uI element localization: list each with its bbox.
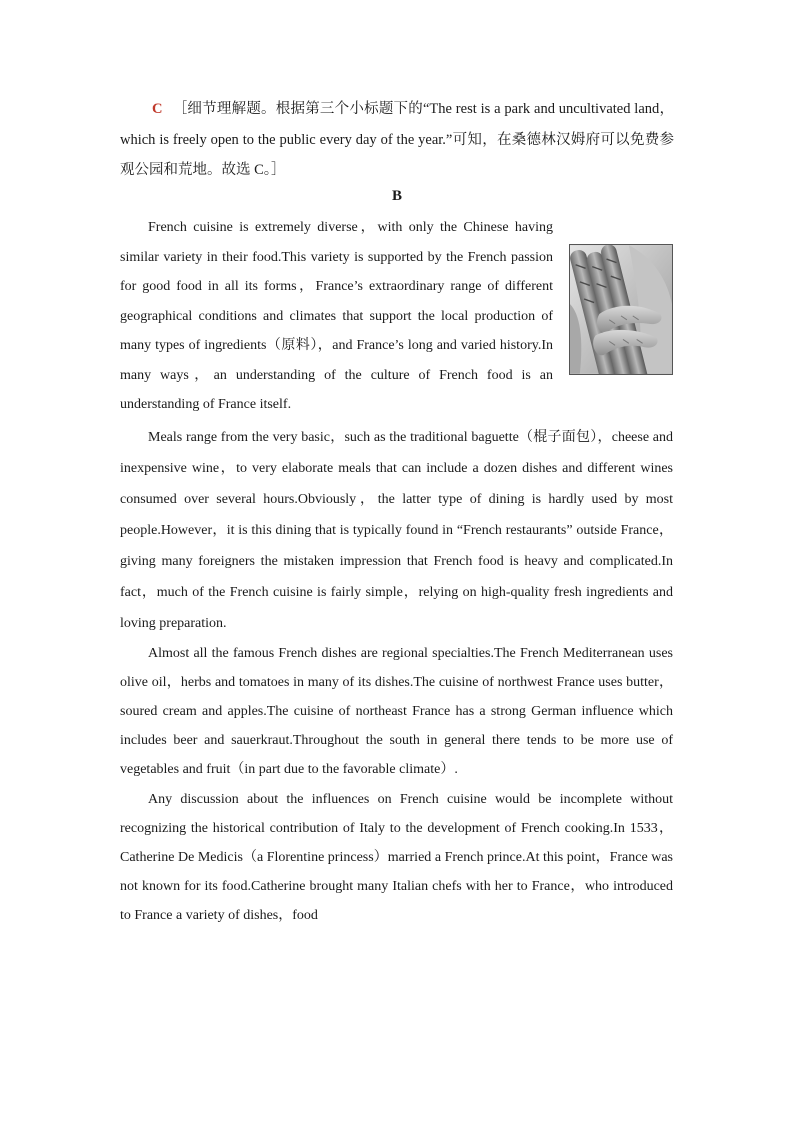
answer-explanation-text: ［细节理解题。根据第三个小标题下的“The rest is a park and uncultivated land，which is freely open to the public every day of the year.”可知，在桑德林汉姆府可以免费参观公园和荒地。故选 C。］ — [120, 101, 674, 178]
section-heading: B — [391, 188, 402, 204]
article-paragraph-3: Almost all the famous French dishes are regional specialties.The French Mediterranean uses olive oil，herbs and tomatoes in many of its dishes.The cuisine of northwest France uses butter，soured cream and apples.The cuisine of northeast France has a strong German influence which includes beer and sauerkraut.Throughout the south in general there tends to be more use of vegetables and fruit（in part due to the favorable climate）. — [120, 645, 673, 778]
answer-explanation — [120, 94, 674, 186]
article-paragraph-4: Any discussion about the influences on French cuisine would be incomplete without recognizing the historical contribution of Italy to the development of French cooking.In 1533，Catherine De Medicis（a Florentine princess）married a French prince.At this point，France was not known for its food.Catherine brought many Italian chefs with her to France，who introduced to France a variety of dishes，food — [120, 791, 673, 924]
article-paragraph-1: French cuisine is extremely diverse，with only the Chinese having similar variety in their food.This variety is supported by the French passion for good food in all its forms，France’s extraordinary range of different geographical conditions and climates that support the local production of many types of ingredients（原料），and France’s long and varied history.In many ways，an understanding of the culture of French food is an understanding of France itself. — [120, 220, 553, 412]
answer-letter: C — [152, 101, 163, 117]
article-body — [120, 213, 673, 931]
article-paragraph-2: Meals range from the very basic，such as the traditional baguette（棍子面包），cheese and inexpensive wine，to very elaborate meals that can include a dozen dishes and different wines consumed over several hours.Obviously，the latter type of dining is hardly used by most people.However，it is this dining that is typically found in “French restaurants” outside France，giving many foreigners the mistaken impression that French food is heavy and complicated.In fact，much of the French cuisine is fairly simple，relying on high-quality fresh ingredients and loving preparation. — [120, 429, 673, 631]
baguette-photo-icon — [569, 244, 673, 375]
